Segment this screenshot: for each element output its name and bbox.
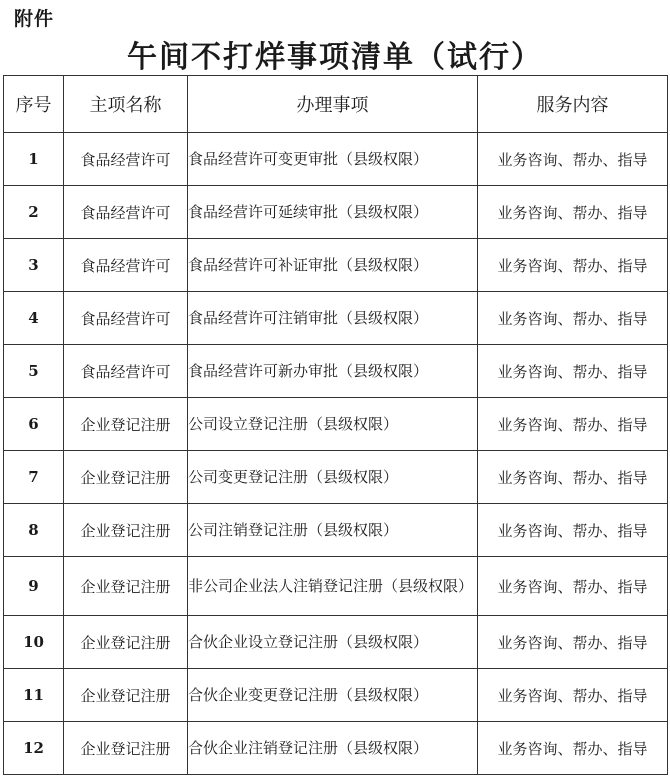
- cell-handling-matter: 合伙企业注销登记注册（县级权限）: [188, 722, 478, 775]
- table-row: [4, 451, 668, 504]
- cell-main-item: 食品经营许可: [64, 345, 188, 398]
- cell-handling-matter: 公司变更登记注册（县级权限）: [188, 451, 478, 504]
- cell-main-item: 企业登记注册: [64, 504, 188, 557]
- cell-serial-no: 8: [4, 504, 64, 557]
- cell-service-content: 业务咨询、帮办、指导: [478, 616, 668, 669]
- cell-handling-matter: 非公司企业法人注销登记注册（县级权限）: [188, 557, 478, 616]
- cell-serial-no: 5: [4, 345, 64, 398]
- table-row: [4, 557, 668, 616]
- cell-serial-no: 6: [4, 398, 64, 451]
- cell-service-content: 业务咨询、帮办、指导: [478, 722, 668, 775]
- cell-service-content: 业务咨询、帮办、指导: [478, 451, 668, 504]
- cell-handling-matter: 合伙企业变更登记注册（县级权限）: [188, 669, 478, 722]
- header-main-item: 主项名称: [64, 76, 188, 133]
- cell-main-item: 企业登记注册: [64, 451, 188, 504]
- cell-serial-no: 12: [4, 722, 64, 775]
- table-row: [4, 722, 668, 775]
- cell-main-item: 企业登记注册: [64, 616, 188, 669]
- cell-handling-matter: 食品经营许可变更审批（县级权限）: [188, 133, 478, 186]
- cell-main-item: 企业登记注册: [64, 669, 188, 722]
- cell-handling-matter: 食品经营许可延续审批（县级权限）: [188, 186, 478, 239]
- cell-main-item: 企业登记注册: [64, 398, 188, 451]
- cell-service-content: 业务咨询、帮办、指导: [478, 669, 668, 722]
- cell-handling-matter: 公司设立登记注册（县级权限）: [188, 398, 478, 451]
- cell-handling-matter: 合伙企业设立登记注册（县级权限）: [188, 616, 478, 669]
- cell-service-content: 业务咨询、帮办、指导: [478, 504, 668, 557]
- cell-serial-no: 4: [4, 292, 64, 345]
- cell-serial-no: 11: [4, 669, 64, 722]
- table-header-row: [4, 76, 668, 133]
- cell-main-item: 企业登记注册: [64, 722, 188, 775]
- table-row: [4, 292, 668, 345]
- attachment-label: 附件: [14, 8, 55, 30]
- table-row: [4, 239, 668, 292]
- cell-service-content: 业务咨询、帮办、指导: [478, 398, 668, 451]
- cell-main-item: 食品经营许可: [64, 239, 188, 292]
- cell-service-content: 业务咨询、帮办、指导: [478, 133, 668, 186]
- cell-serial-no: 10: [4, 616, 64, 669]
- table-row: [4, 669, 668, 722]
- cell-serial-no: 2: [4, 186, 64, 239]
- cell-handling-matter: 食品经营许可补证审批（县级权限）: [188, 239, 478, 292]
- cell-serial-no: 7: [4, 451, 64, 504]
- table-row: [4, 186, 668, 239]
- cell-handling-matter: 公司注销登记注册（县级权限）: [188, 504, 478, 557]
- table-row: [4, 504, 668, 557]
- cell-service-content: 业务咨询、帮办、指导: [478, 186, 668, 239]
- service-list-table: [3, 75, 668, 775]
- cell-handling-matter: 食品经营许可注销审批（县级权限）: [188, 292, 478, 345]
- header-service-content: 服务内容: [478, 76, 668, 133]
- table-row: [4, 133, 668, 186]
- cell-main-item: 食品经营许可: [64, 186, 188, 239]
- table-row: [4, 345, 668, 398]
- cell-serial-no: 1: [4, 133, 64, 186]
- table-row: [4, 398, 668, 451]
- cell-main-item: 食品经营许可: [64, 292, 188, 345]
- header-serial-no: 序号: [4, 76, 64, 133]
- cell-handling-matter: 食品经营许可新办审批（县级权限）: [188, 345, 478, 398]
- cell-service-content: 业务咨询、帮办、指导: [478, 292, 668, 345]
- document-title: 午间不打烊事项清单（试行）: [127, 40, 543, 75]
- cell-service-content: 业务咨询、帮办、指导: [478, 345, 668, 398]
- cell-service-content: 业务咨询、帮办、指导: [478, 557, 668, 616]
- header-handling-matter: 办理事项: [188, 76, 478, 133]
- cell-serial-no: 3: [4, 239, 64, 292]
- cell-service-content: 业务咨询、帮办、指导: [478, 239, 668, 292]
- cell-serial-no: 9: [4, 557, 64, 616]
- cell-main-item: 企业登记注册: [64, 557, 188, 616]
- table-row: [4, 616, 668, 669]
- cell-main-item: 食品经营许可: [64, 133, 188, 186]
